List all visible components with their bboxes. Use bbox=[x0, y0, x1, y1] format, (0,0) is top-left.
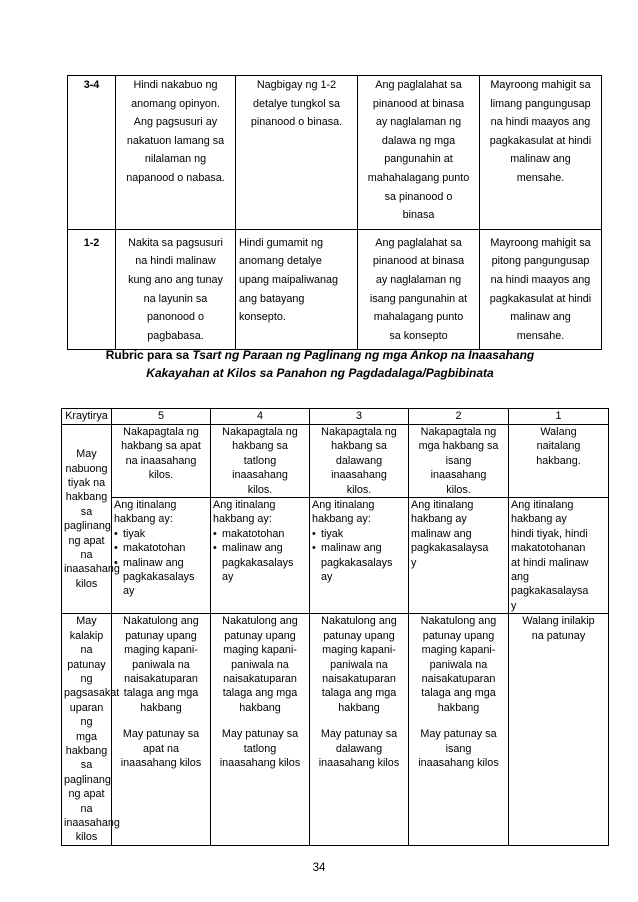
bullet-list bbox=[114, 527, 208, 599]
text-line: mensahe. bbox=[516, 329, 565, 342]
criterion-cell bbox=[480, 76, 602, 230]
text-line: Nakatulong ang bbox=[321, 615, 397, 628]
text-line: naisakatuparan bbox=[223, 672, 297, 685]
heading-prefix: Rubric para sa bbox=[105, 348, 193, 362]
text-line: pagsasakat bbox=[64, 687, 120, 700]
text-line: nabuong bbox=[65, 462, 108, 475]
text-line: hakbang ay bbox=[511, 513, 567, 526]
bullet-item bbox=[312, 527, 406, 541]
spacer bbox=[114, 715, 208, 727]
bullet-list bbox=[312, 527, 406, 585]
text-line: isang bbox=[445, 454, 472, 467]
text-line: hakbang ay: bbox=[114, 513, 173, 526]
text-line: hakbang bbox=[239, 701, 281, 714]
text-line: mga bbox=[75, 730, 97, 743]
text-line: Nagbigay ng 1-2 bbox=[256, 79, 337, 91]
rubric-table-continued bbox=[67, 75, 602, 350]
text-line: nakatuon lamang sa bbox=[126, 134, 225, 147]
text-line: Ang itinalang bbox=[213, 499, 276, 512]
text-line: pinanood o binasa. bbox=[250, 116, 343, 129]
text-line: Ang pagsusuri ay bbox=[133, 116, 218, 129]
rubric-cell bbox=[509, 614, 609, 846]
text-line: tatlong bbox=[243, 454, 277, 467]
text-line: kung ano ang tunay bbox=[128, 273, 223, 286]
text-line: Hindi nakabuo ng bbox=[133, 79, 218, 91]
rubric-cell bbox=[409, 498, 509, 614]
criterion-cell bbox=[358, 76, 480, 230]
text-line: pagkakasalaysa bbox=[511, 585, 589, 598]
header-row bbox=[62, 409, 609, 425]
text-line: Walang inilakip bbox=[522, 615, 595, 628]
text-line: inaasahang kilos bbox=[318, 756, 400, 769]
text-line: mahahalagang punto bbox=[367, 171, 470, 184]
text-line: kilos bbox=[75, 831, 98, 844]
text-line: na patunay bbox=[531, 629, 586, 642]
bullet-item bbox=[114, 556, 208, 599]
text-line: May patunay sa bbox=[420, 728, 497, 741]
text-line: hakbang bbox=[338, 701, 380, 714]
header-cell: 5 bbox=[112, 409, 211, 425]
text-line: • makatotohan bbox=[123, 542, 186, 555]
text-line: May patunay sa bbox=[122, 728, 200, 741]
text-line: uparan ng bbox=[69, 701, 104, 729]
text-line: kilos. bbox=[247, 483, 273, 496]
text-line: Nakapagtala ng bbox=[321, 426, 397, 438]
rubric-cell bbox=[112, 425, 211, 498]
text-line: malinaw ang bbox=[411, 527, 472, 540]
text-line: Ang itinalang bbox=[114, 499, 177, 512]
text-line: naitalang bbox=[536, 440, 581, 453]
text-line: mahalagang punto bbox=[373, 311, 464, 324]
text-line: talaga ang mga bbox=[222, 687, 298, 700]
rubric-cell bbox=[310, 498, 409, 614]
criterion-cell bbox=[480, 229, 602, 350]
text-line: Hindi gumamit ng bbox=[239, 236, 324, 249]
text-line: Ang paglalahat sa bbox=[375, 236, 462, 249]
criterion-cell bbox=[358, 229, 480, 350]
bullet-item bbox=[312, 541, 406, 584]
rubric-cell bbox=[409, 425, 509, 498]
text-line: paglinang bbox=[64, 773, 111, 786]
text-line: ay naglalaman ng bbox=[375, 273, 462, 286]
text-line: talaga ang mga bbox=[321, 687, 397, 700]
header-cell: 2 bbox=[409, 409, 509, 425]
text-line: naisakatuparan bbox=[421, 672, 496, 685]
rubric-cell bbox=[112, 614, 211, 846]
text-line: limang pangungusap bbox=[490, 97, 591, 110]
text-line: hakbang ay: bbox=[213, 513, 272, 526]
text-line: makatotohanan bbox=[511, 542, 586, 555]
text-line: Nakatulong ang bbox=[123, 615, 199, 628]
text-line: May bbox=[76, 448, 97, 461]
header-cell: Kraytirya bbox=[62, 409, 112, 425]
rubric-cell bbox=[211, 425, 310, 498]
text-line: • tiyak bbox=[123, 527, 146, 540]
text-line: ng apat na bbox=[68, 788, 105, 815]
text-line: na hindi maayos ang bbox=[490, 273, 591, 286]
text-line: pagkakasalaysa bbox=[411, 542, 489, 555]
text-line: inaasahang kilos bbox=[219, 756, 301, 769]
text-line: kilos. bbox=[346, 483, 372, 496]
text-line: dalawang bbox=[335, 454, 383, 467]
text-line: hakbang bbox=[437, 701, 480, 714]
text-line: tatlong bbox=[243, 742, 277, 755]
text-line: patunay upang bbox=[224, 629, 296, 642]
header-cell: 1 bbox=[509, 409, 609, 425]
text-line: anomang opinyon. bbox=[131, 97, 220, 110]
text-line: inaasahang bbox=[64, 563, 120, 576]
text-line: kalakip na bbox=[69, 629, 104, 657]
text-line: pinanood at binasa bbox=[372, 97, 465, 110]
text-line: ay bbox=[123, 585, 135, 598]
criterion-label bbox=[62, 614, 120, 846]
text-line: Ang paglalahat sa bbox=[375, 79, 462, 91]
text-line: isang pangunahin at bbox=[369, 292, 468, 305]
text-line: pagkakasalays bbox=[321, 556, 393, 569]
text-line: kilos. bbox=[148, 469, 174, 482]
text-line: ang bbox=[511, 571, 530, 584]
text-line: patunay upang bbox=[125, 629, 197, 642]
page-number: 34 bbox=[312, 862, 326, 874]
text-line: patunay ng bbox=[67, 658, 106, 685]
text-line: Nakapagtala ng bbox=[420, 426, 497, 438]
text-line: inaasahang bbox=[331, 469, 387, 482]
text-line: pagkakasalays bbox=[222, 556, 294, 569]
text-line: maging kapani- bbox=[421, 644, 496, 657]
text-line: pagkakasalays bbox=[123, 571, 195, 584]
text-line: binasa bbox=[402, 209, 435, 222]
header-cell: 3 bbox=[310, 409, 409, 425]
rubric-table bbox=[61, 408, 609, 846]
rubric-cell bbox=[409, 614, 509, 846]
text-line: na hindi maayos ang bbox=[490, 116, 591, 129]
text-line: Nakatulong ang bbox=[222, 615, 298, 628]
text-line: detalye tungkol sa bbox=[252, 97, 341, 110]
text-line: inaasahang bbox=[64, 816, 120, 829]
text-line: Mayroong mahigit sa bbox=[490, 236, 591, 249]
text-line: na inaasahang bbox=[125, 454, 197, 467]
criterion-cell bbox=[236, 229, 358, 350]
text-line: ng apat na bbox=[68, 534, 105, 561]
criterion-label bbox=[62, 425, 120, 614]
text-line: dalawang bbox=[335, 742, 383, 755]
text-line: maging kapani- bbox=[223, 644, 297, 657]
text-line: ay bbox=[222, 571, 234, 584]
text-line: paniwala na bbox=[132, 658, 190, 671]
text-line: pangunahin at bbox=[384, 153, 453, 166]
rubric-cell bbox=[112, 498, 211, 614]
text-line: hindi tiyak, hindi bbox=[511, 527, 588, 540]
text-line: hakbang sa bbox=[232, 440, 288, 453]
text-line: dalawa ng mga bbox=[381, 134, 456, 147]
text-line: • malinaw ang bbox=[222, 542, 283, 555]
text-line: • malinaw ang bbox=[123, 556, 184, 569]
table-row bbox=[68, 76, 602, 230]
text-line: Ang itinalang bbox=[411, 499, 474, 512]
text-line: hakbang ay: bbox=[312, 513, 371, 526]
text-line: malinaw ang bbox=[510, 153, 571, 166]
text-line: • malinaw ang bbox=[321, 542, 382, 555]
text-line: May bbox=[76, 615, 97, 628]
text-line: at hindi malinaw bbox=[511, 556, 589, 569]
text-line: kilos bbox=[75, 577, 98, 590]
text-line: Nakapagtala ng bbox=[123, 426, 199, 438]
text-line: talaga ang mga bbox=[123, 687, 199, 700]
text-line: ay bbox=[321, 571, 333, 584]
text-line: inaasahang kilos bbox=[120, 756, 202, 769]
heading-title-line2: Kakayahan at Kilos sa Panahon ng Pagdadalaga/Pagbibinata bbox=[146, 366, 494, 380]
text-line: pinanood at binasa bbox=[372, 255, 465, 268]
text-line: nilalaman ng bbox=[144, 153, 207, 166]
header-cell: 4 bbox=[211, 409, 310, 425]
text-line: pagkakasulat at hindi bbox=[489, 134, 592, 147]
text-line: pagkakasulat at hindi bbox=[489, 292, 592, 305]
bullet-item bbox=[213, 527, 307, 541]
text-line: inaasahang bbox=[232, 469, 288, 482]
text-line: hakbang ay bbox=[411, 513, 467, 526]
text-line: na hindi malinaw bbox=[135, 255, 216, 268]
text-line: paglinang bbox=[64, 520, 111, 533]
text-line: sa pinanood o bbox=[384, 190, 453, 203]
text-line: malinaw ang bbox=[510, 311, 571, 324]
text-line: y bbox=[511, 599, 517, 612]
text-line: y bbox=[411, 556, 417, 569]
text-line: pagbabasa. bbox=[147, 329, 204, 342]
text-line: Ang itinalang bbox=[312, 499, 375, 512]
bullet-item bbox=[114, 527, 208, 541]
text-line: naisakatuparan bbox=[322, 672, 396, 685]
text-line: Nakatulong ang bbox=[420, 615, 497, 628]
text-line: tiyak na bbox=[67, 476, 106, 489]
text-line: na layunin sa bbox=[143, 292, 208, 305]
text-line: May patunay sa bbox=[320, 728, 398, 741]
rubric-heading bbox=[40, 346, 600, 382]
text-line: Ang itinalang bbox=[511, 499, 574, 512]
bullet-item bbox=[114, 541, 208, 555]
text-line: hakbang sa bbox=[65, 744, 108, 772]
text-line: patunay upang bbox=[323, 629, 395, 642]
bullet-item bbox=[213, 541, 307, 584]
text-line: sa konsepto bbox=[389, 329, 448, 342]
text-line: naisakatuparan bbox=[124, 672, 198, 685]
text-line: pitong pangungusap bbox=[491, 255, 590, 268]
spacer bbox=[312, 715, 406, 727]
text-line: • makatotohan bbox=[222, 527, 285, 540]
text-line: paniwala na bbox=[330, 658, 388, 671]
text-line: maging kapani- bbox=[322, 644, 396, 657]
text-line: Nakapagtala ng bbox=[222, 426, 298, 438]
text-line: napanood o nabasa. bbox=[126, 171, 225, 184]
bullet-list bbox=[213, 527, 307, 585]
text-line: inaasahang bbox=[430, 469, 487, 482]
text-line: talaga ang mga bbox=[421, 687, 496, 700]
text-line: hakbang sa bbox=[331, 440, 387, 453]
criterion-cell bbox=[116, 229, 236, 350]
rubric-cell bbox=[310, 425, 409, 498]
text-line: ang batayang bbox=[239, 292, 305, 305]
text-line: ay naglalaman ng bbox=[375, 116, 462, 129]
table-row bbox=[62, 425, 609, 498]
rubric-cell bbox=[509, 425, 609, 498]
text-line: Nakita sa pagsusuri bbox=[128, 236, 223, 249]
text-line: upang maipaliwanag bbox=[239, 273, 339, 286]
text-line: mga hakbang sa bbox=[418, 440, 499, 453]
rubric-cell bbox=[509, 498, 609, 614]
text-line: mensahe. bbox=[516, 171, 565, 184]
spacer bbox=[213, 715, 307, 727]
text-line: konsepto. bbox=[239, 311, 286, 324]
text-line: panonood o bbox=[146, 311, 205, 324]
table-row bbox=[68, 229, 602, 350]
text-line: hakbang sa bbox=[65, 491, 108, 518]
text-line: hakbang bbox=[140, 701, 182, 714]
spacer bbox=[411, 715, 506, 727]
text-line: maging kapani- bbox=[124, 644, 198, 657]
text-line: Mayroong mahigit sa bbox=[490, 79, 591, 91]
text-line: inaasahang kilos bbox=[418, 756, 499, 769]
text-line: paniwala na bbox=[231, 658, 289, 671]
text-line: isang bbox=[445, 742, 472, 755]
text-line: hakbang. bbox=[536, 454, 581, 467]
table-row bbox=[62, 614, 609, 846]
text-line: • tiyak bbox=[321, 527, 344, 540]
heading-title-line1: Tsart ng Paraan ng Paglinang ng mga Ankop na Inaasahang bbox=[192, 348, 535, 362]
table-row bbox=[62, 498, 609, 614]
criterion-cell bbox=[116, 76, 236, 230]
rubric-cell bbox=[211, 614, 310, 846]
score-cell: 1-2 bbox=[68, 229, 116, 350]
rubric-cell bbox=[211, 498, 310, 614]
criterion-cell bbox=[236, 76, 358, 230]
text-line: apat na bbox=[142, 742, 180, 755]
text-line: hakbang sa apat bbox=[121, 440, 201, 453]
score-cell: 3-4 bbox=[68, 76, 116, 230]
text-line: May patunay sa bbox=[221, 728, 299, 741]
text-line: paniwala na bbox=[429, 658, 488, 671]
text-line: kilos. bbox=[446, 483, 471, 496]
text-line: anomang detalye bbox=[239, 255, 322, 268]
text-line: patunay upang bbox=[422, 629, 495, 642]
text-line: Walang bbox=[540, 426, 577, 438]
rubric-cell bbox=[310, 614, 409, 846]
